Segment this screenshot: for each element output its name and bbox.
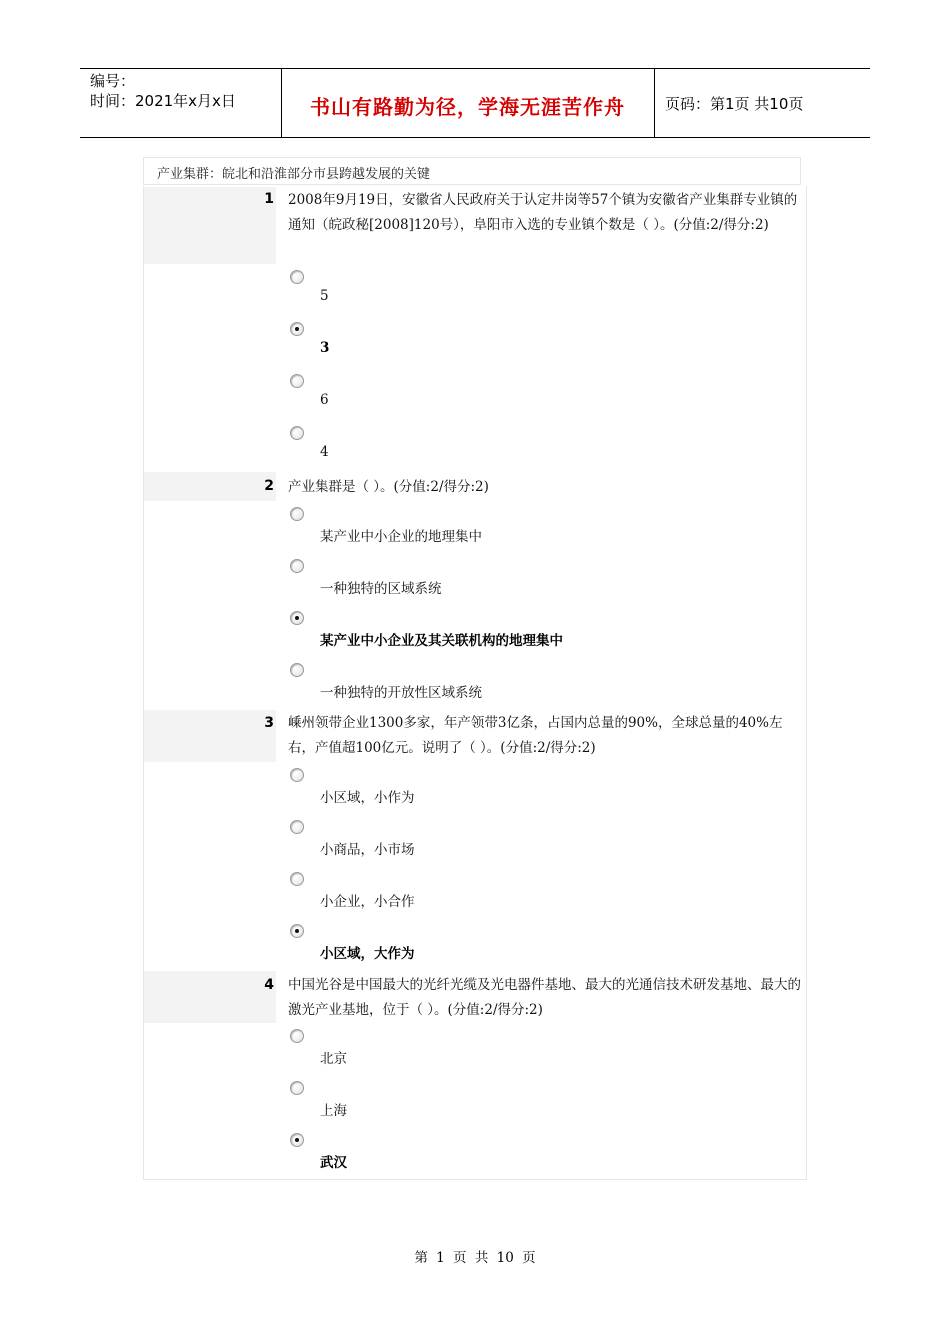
option-label[interactable]: 5 xyxy=(320,288,329,304)
option-radio-selected[interactable] xyxy=(290,611,304,625)
frame-border xyxy=(143,1179,807,1180)
option-label[interactable]: 一种独特的开放性区域系统 xyxy=(320,685,482,701)
option-label-selected[interactable]: 武汉 xyxy=(320,1155,347,1171)
question-text: 2008年9月19日，安徽省人民政府关于认定井岗等57个镇为安徽省产业集群专业镇的通知（皖政秘[2008]120号），阜阳市入选的专业镇个数是（ ）。(分值:2/得分:2) xyxy=(288,192,798,233)
option-label[interactable]: 小区域，小作为 xyxy=(320,790,415,806)
option-radio[interactable] xyxy=(290,1081,304,1095)
question-text: 嵊州领带企业1300多家，年产领带3亿条，占国内总量的90%，全球总量的40%左右，产值超100亿元。说明了（ ）。(分值:2/得分:2) xyxy=(288,715,783,756)
page-footer: 第 1 页 共 10 页 xyxy=(414,1250,536,1266)
option-radio[interactable] xyxy=(290,270,304,284)
number-label: 编号： xyxy=(90,72,136,90)
option-radio[interactable] xyxy=(290,374,304,388)
quiz-title: 产业集群：皖北和沿淮部分市县跨越发展的关键 xyxy=(157,167,431,182)
header-info-cell xyxy=(80,69,282,137)
question-number: 1 xyxy=(264,191,274,207)
option-radio[interactable] xyxy=(290,820,304,834)
page-info: 页码：第1页 共10页 xyxy=(665,95,804,113)
option-radio[interactable] xyxy=(290,768,304,782)
option-radio-selected[interactable] xyxy=(290,924,304,938)
option-label[interactable]: 一种独特的区域系统 xyxy=(320,581,442,597)
option-label[interactable]: 小企业，小合作 xyxy=(320,894,415,910)
option-label-selected[interactable]: 某产业中小企业及其关联机构的地理集中 xyxy=(320,633,563,649)
option-label[interactable]: 上海 xyxy=(320,1103,347,1119)
option-label[interactable]: 4 xyxy=(320,444,329,460)
option-radio[interactable] xyxy=(290,872,304,886)
header-page-cell xyxy=(655,69,870,137)
quiz-title-box xyxy=(143,157,801,185)
option-label[interactable]: 北京 xyxy=(320,1051,347,1067)
option-radio-selected[interactable] xyxy=(290,322,304,336)
option-radio[interactable] xyxy=(290,559,304,573)
question-number: 4 xyxy=(264,977,274,993)
question-number: 3 xyxy=(264,715,274,731)
option-radio[interactable] xyxy=(290,507,304,521)
frame-border xyxy=(806,186,807,1180)
motto: 书山有路勤为径，学海无涯苦作舟 xyxy=(310,95,625,119)
option-label[interactable]: 某产业中小企业的地理集中 xyxy=(320,529,482,545)
option-label[interactable]: 小商品，小市场 xyxy=(320,842,415,858)
question-number: 2 xyxy=(264,478,274,494)
option-label-selected[interactable]: 小区域，大作为 xyxy=(320,946,415,962)
document-header xyxy=(80,68,870,138)
header-motto-cell xyxy=(281,69,655,137)
option-radio[interactable] xyxy=(290,426,304,440)
frame-border xyxy=(143,186,144,1180)
time-label: 时间：2021年x月x日 xyxy=(90,92,236,110)
option-label[interactable]: 6 xyxy=(320,392,329,408)
option-radio[interactable] xyxy=(290,663,304,677)
question-text: 中国光谷是中国最大的光纤光缆及光电器件基地、最大的光通信技术研发基地、最大的激光产业基地，位于（ ）。(分值:2/得分:2) xyxy=(288,977,801,1018)
option-radio[interactable] xyxy=(290,1029,304,1043)
question-text: 产业集群是（ ）。(分值:2/得分:2) xyxy=(288,479,489,495)
option-radio-selected[interactable] xyxy=(290,1133,304,1147)
option-label-selected[interactable]: 3 xyxy=(320,340,330,356)
